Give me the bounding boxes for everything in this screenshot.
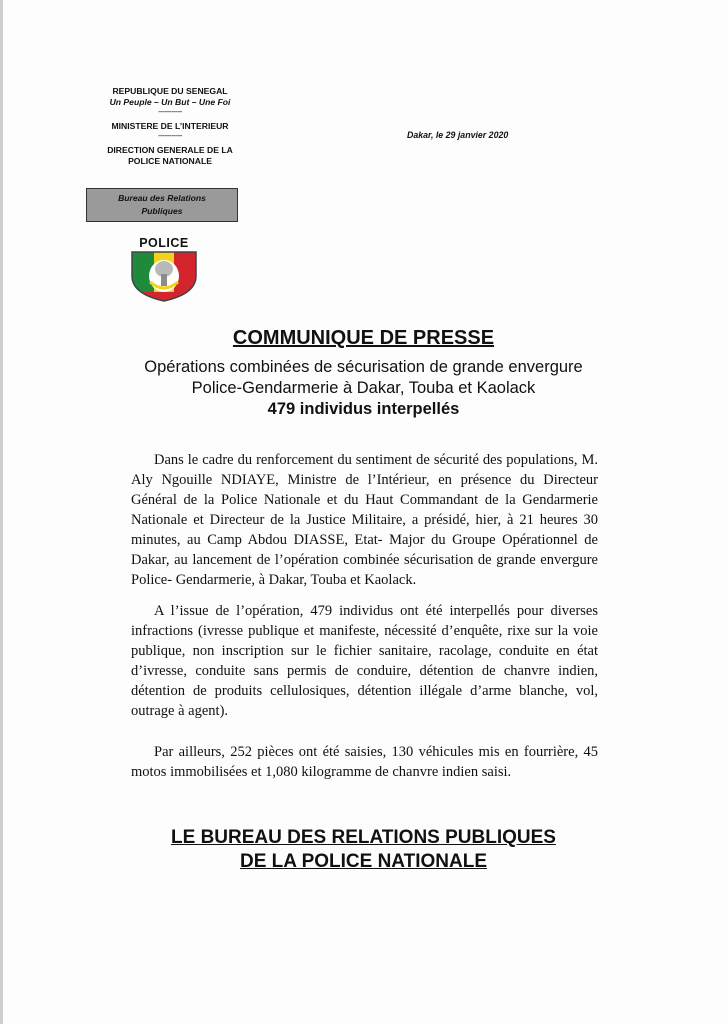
- signature-line1: LE BUREAU DES RELATIONS PUBLIQUES: [171, 827, 556, 848]
- body-paragraph-2: A l’issue de l’opération, 479 individus ont été interpellés pour diverses infractions (ivresse publique et manifeste, nécessité d’enquête, rixe sur la voie publique, non inscription sur le fichier sanitaire, racolage, conduite en état d’ivresse, conduite sans permis de conduire, détention de chanvre indien, détention de produits cellulosiques, détention illégale d’arme blanche, vol, outrage à agent).: [131, 603, 598, 719]
- letterhead: [80, 86, 260, 167]
- signature-block: [0, 826, 727, 874]
- subtitle-headline: 479 individus interpellés: [267, 400, 460, 418]
- bureau-box: [86, 188, 238, 222]
- subtitle-line1: Opérations combinées de sécurisation de grande envergure: [144, 358, 583, 376]
- body-paragraph-3: Par ailleurs, 252 pièces ont été saisies, 130 véhicules mis en fourrière, 45 motos immobilisées et 1,080 kilogramme de chanvre indien saisi.: [131, 744, 598, 780]
- police-shield-graphic: [126, 236, 202, 302]
- document-date: Dakar, le 29 janvier 2020: [407, 130, 509, 140]
- police-badge-icon: [126, 236, 202, 302]
- ministry-name: MINISTERE DE L’INTERIEUR: [111, 121, 229, 131]
- country-name: REPUBLIQUE DU SENEGAL: [112, 86, 228, 96]
- separator: -----------: [158, 131, 182, 140]
- signature-line2: DE LA POLICE NATIONALE: [240, 851, 487, 872]
- page-title: COMMUNIQUE DE PRESSE: [232, 327, 495, 349]
- logo-text: POLICE: [139, 236, 189, 250]
- direction-name-line1: DIRECTION GENERALE DE LA: [107, 145, 233, 155]
- subtitle-line2: Police-Gendarmerie à Dakar, Touba et Kaolack: [191, 379, 536, 397]
- bureau-line2: Publiques: [141, 206, 183, 216]
- body-paragraph-1: Dans le cadre du renforcement du sentiment de sécurité des populations, M. Aly Ngouille NDIAYE, Ministre de l’Intérieur, en présence du Directeur Général de la Police Nationale et du Haut Commandant de la Gendarmerie Nationale et Directeur de la Justice Militaire, a présidé, hier, à 21 heures 30 minutes, au Camp Abdou DIASSE, Etat- Major du Groupe Opérationnel de Dakar, au lancement de l’opération combinée sécurisation de grande envergure Police- Gendarmerie, à Dakar, Touba et Kaolack.: [131, 452, 598, 588]
- press-release-title: [0, 326, 727, 420]
- bureau-line1: Bureau des Relations: [118, 193, 206, 203]
- national-motto: Un Peuple – Un But – Une Foi: [109, 97, 231, 107]
- separator: -----------: [158, 107, 182, 116]
- direction-name-line2: POLICE NATIONALE: [128, 156, 212, 166]
